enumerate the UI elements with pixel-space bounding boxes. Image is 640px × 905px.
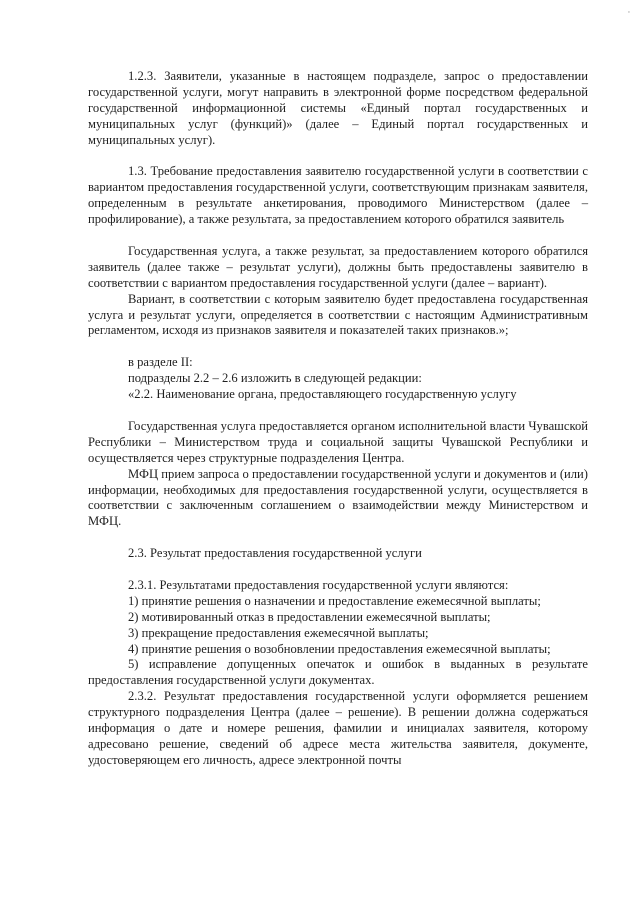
spacer bbox=[88, 339, 588, 355]
heading-2-3: 2.3. Результат предоставления государственной услуги bbox=[128, 546, 422, 561]
scan-tick-mark: ' bbox=[628, 10, 630, 18]
list-item-3: 3) прекращение предоставления ежемесячной выплаты; bbox=[128, 625, 429, 640]
spacer bbox=[88, 149, 588, 165]
paragraph-mfc: МФЦ прием запроса о предоставлении государственной услуги и документов и (или) информации, необходимых для предоставления государственной услуги, осуществляется в соответствии с заключенным соглашением о взаимодействии между Министерством и МФЦ. bbox=[88, 466, 588, 529]
spacer bbox=[88, 562, 588, 578]
heading-2-2: «2.2. Наименование органа, предоставляющего государственную услугу bbox=[128, 387, 517, 402]
list-item-4: 4) принятие решения о возобновлении предоставления ежемесячной выплаты; bbox=[128, 641, 551, 656]
paragraph-provider: Государственная услуга предоставляется органом исполнительной власти Чувашской Республики – Министерством труда и социальной защиты Чувашской Республики и осуществляется через структурные подразделения Центра. bbox=[88, 418, 588, 465]
paragraph-1-2-3: 1.2.3. Заявители, указанные в настоящем подразделе, запрос о предоставлении государственной услуги, могут направить в электронной форме посредством федеральной государственной информационной системы «Единый портал государственных и муниципальных услуг (функций)» (далее – Единый портал государственных и муниципальных услуг). bbox=[88, 69, 588, 147]
paragraph-subsections: подразделы 2.2 – 2.6 изложить в следующей редакции: bbox=[128, 371, 422, 386]
paragraph-section-ii: в разделе II: bbox=[128, 355, 193, 370]
spacer bbox=[88, 530, 588, 546]
paragraph-variant: Вариант, в соответствии с которым заявителю будет предоставлена государственная услуга и результат услуги, определяется в соответствии с настоящим Административным регламентом, исходя из признаков заявителя и показателей таких признаков.»; bbox=[88, 291, 588, 338]
list-item-5: 5) исправление допущенных опечаток и ошибок в выданных в результате предоставления государственной услуги документах. bbox=[88, 657, 588, 688]
paragraph-2-3-2: 2.3.2. Результат предоставления государственной услуги оформляется решением структурного подразделения Центра (далее – решение). В решении должна содержаться информация о дате и номере решения, фамилии и инициалах заявителя, которому адресовано решение, сведений об адресе места жительства заявителя, документе, удостоверяющем его личность, адресе электронной почты bbox=[88, 689, 588, 767]
list-item-1: 1) принятие решения о назначении и предоставление ежемесячной выплаты; bbox=[128, 593, 541, 608]
paragraph-service-result: Государственная услуга, а также результат, за предоставлением которого обратился заявитель (далее также – результат услуги), должны быть предоставлены заявителю в соответствии с вариантом предоставления государственной услуги (далее – вариант). bbox=[88, 243, 588, 290]
document-body bbox=[88, 69, 588, 769]
list-item-2: 2) мотивированный отказ в предоставлении ежемесячной выплаты; bbox=[128, 609, 491, 624]
spacer bbox=[88, 228, 588, 244]
spacer bbox=[88, 403, 588, 419]
heading-1-3: 1.3. Требование предоставления заявителю государственной услуги в соответствии с вариантом предоставления государственной услуги, соответствующим признакам заявителя, определенным в результате анкетирования, проводимого Министерством (далее – профилирование), а также результата, за предоставлением которого обратился заявитель bbox=[88, 164, 588, 227]
paragraph-2-3-1: 2.3.1. Результатами предоставления государственной услуги являются: bbox=[128, 577, 509, 592]
